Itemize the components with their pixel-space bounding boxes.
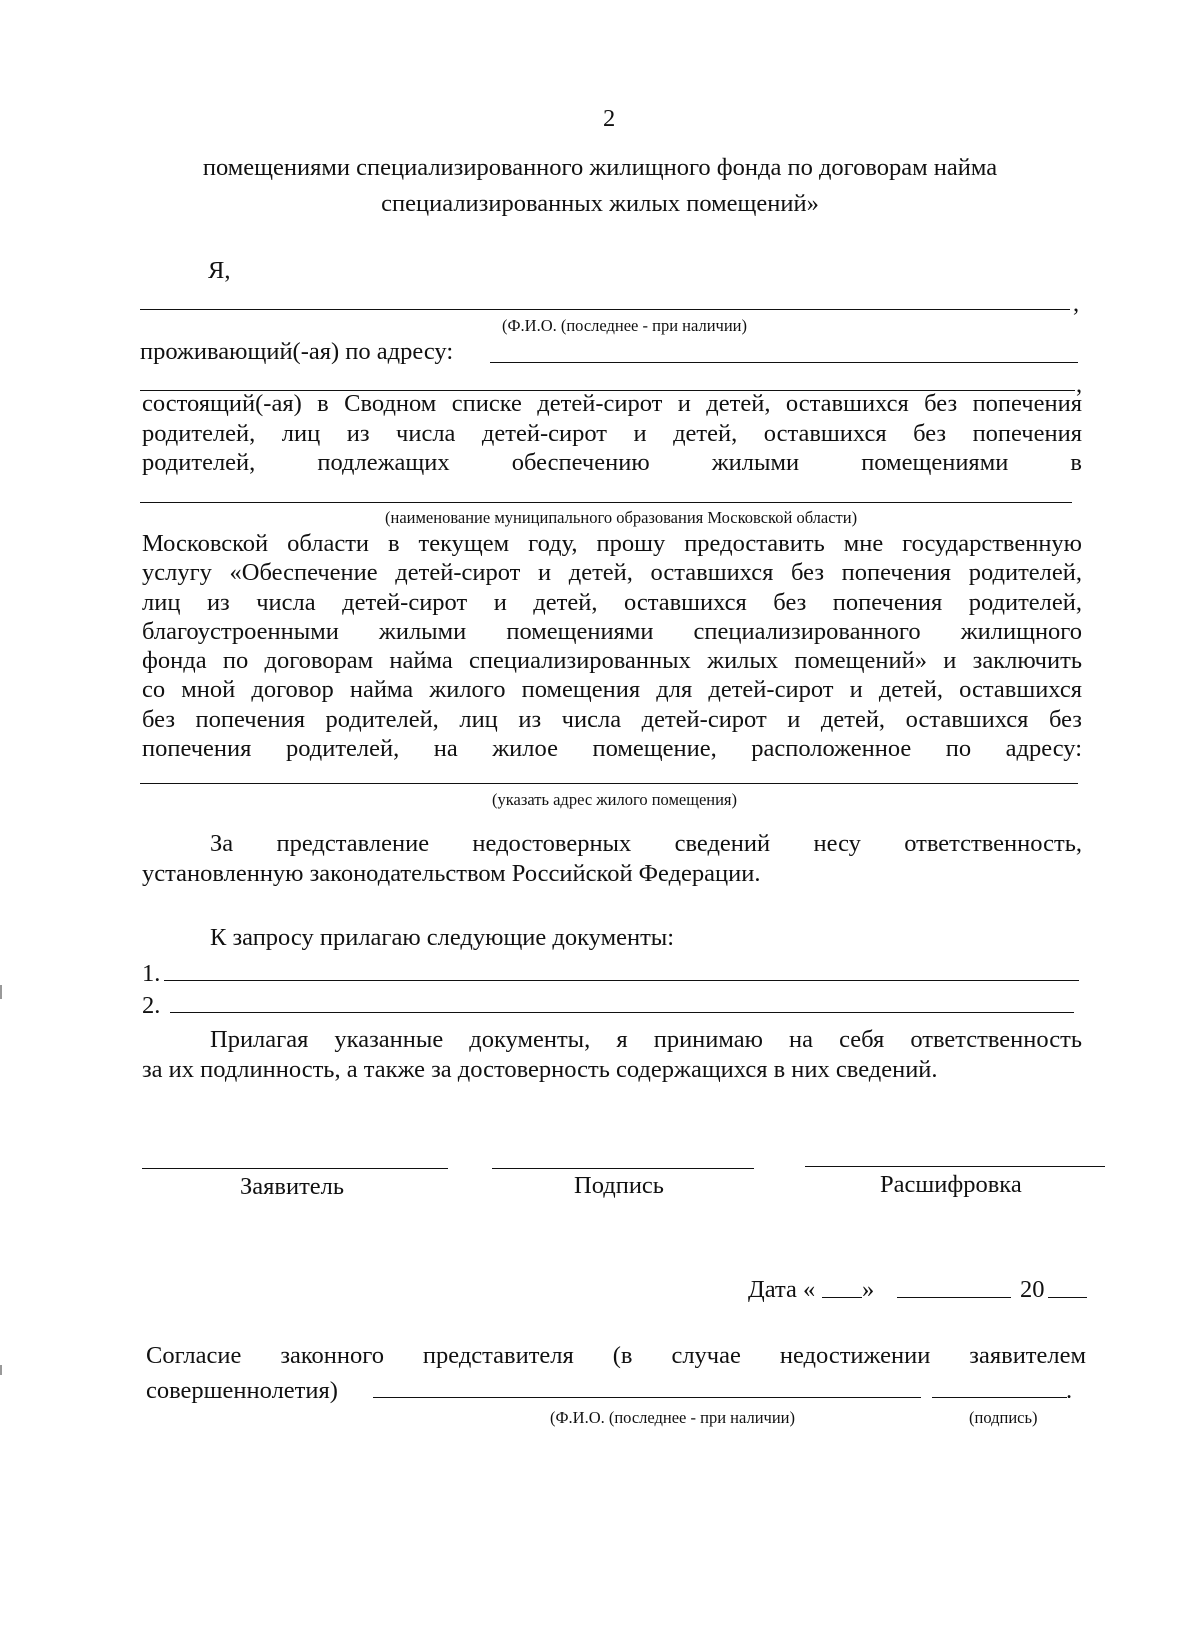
decoding-caption: Расшифровка [880, 1171, 1022, 1198]
fio-caption: (Ф.И.О. (последнее - при наличии) [502, 316, 747, 335]
liability-line-1: За представление недостоверных сведений несу ответственность, [210, 830, 1082, 857]
pronoun-ya: Я, [208, 257, 231, 284]
request-line-3: лиц из числа детей-сирот и детей, оставшихся без попечения родителей, [142, 589, 1082, 616]
liability-line-2: установленную законодательством Российской Федерации. [142, 860, 761, 887]
consent-fio-caption: (Ф.И.О. (последнее - при наличии) [550, 1408, 795, 1427]
consent-fio-field-line[interactable] [373, 1397, 921, 1398]
page-number: 2 [603, 105, 616, 132]
date-year-prefix: 20 [1020, 1276, 1045, 1303]
address-label: проживающий(-ая) по адресу: [140, 338, 454, 365]
applicant-caption: Заявитель [240, 1173, 345, 1200]
request-line-7: без попечения родителей, лиц из числа детей-сирот и детей, оставшихся без [142, 706, 1082, 733]
date-month-field[interactable] [897, 1297, 1011, 1298]
scan-edge-mark [0, 1365, 2, 1375]
request-line-8: попечения родителей, на жилое помещение, расположенное по адресу: [142, 735, 1082, 762]
heading-line-1: помещениями специализированного жилищного фонда по договорам найма [202, 154, 998, 181]
consent-label: совершеннолетия) [146, 1377, 338, 1404]
attachment-field-line-1[interactable] [164, 980, 1079, 981]
scan-edge-mark [0, 985, 2, 999]
dwelling-address-caption: (указать адрес жилого помещения) [492, 790, 738, 809]
authenticity-line-2: за их подлинность, а также за достоверность содержащихся в них сведений. [142, 1056, 938, 1083]
municipality-field-line[interactable] [140, 502, 1072, 503]
date-day-field[interactable] [822, 1297, 862, 1298]
list-paragraph-line-1: состоящий(-ая) в Сводном списке детей-сирот и детей, оставшихся без попечения [142, 390, 1082, 417]
signature-sign-line[interactable] [492, 1168, 754, 1169]
attachments-intro: К запросу прилагаю следующие документы: [210, 924, 675, 951]
request-line-5: фонда по договорам найма специализированных жилых помещений» и заключить [142, 647, 1082, 674]
list-paragraph-line-3: родителей, подлежащих обеспечению жилыми помещениями в [142, 449, 1082, 476]
request-line-6: со мной договор найма жилого помещения для детей-сирот и детей, оставшихся [142, 676, 1082, 703]
attachment-number-2: 2. [142, 992, 161, 1019]
date-close-quote: » [862, 1276, 875, 1303]
authenticity-line-1: Прилагая указанные документы, я принимаю на себя ответственность [210, 1026, 1082, 1053]
address-trailing-comma: , [1076, 371, 1083, 398]
municipality-caption: (наименование муниципального образования Московской области) [385, 508, 858, 527]
consent-sign-caption: (подпись) [969, 1408, 1038, 1427]
applicant-sign-line[interactable] [142, 1168, 448, 1169]
attachment-field-line-2[interactable] [170, 1012, 1074, 1013]
consent-end-mark: . [1066, 1377, 1073, 1404]
request-line-2: услугу «Обеспечение детей-сирот и детей, оставшихся без попечения родителей, [142, 559, 1082, 586]
date-label: Дата « [748, 1276, 816, 1303]
consent-line-1: Согласие законного представителя (в случае недостижении заявителем [146, 1342, 1086, 1369]
address-field-line-1[interactable] [490, 362, 1078, 363]
list-paragraph-line-2: родителей, лиц из числа детей-сирот и детей, оставшихся без попечения [142, 420, 1082, 447]
decoding-sign-line[interactable] [805, 1166, 1105, 1167]
fio-field-line[interactable] [140, 309, 1070, 310]
consent-sign-field-line[interactable] [932, 1397, 1067, 1398]
request-line-1: Московской области в текущем году, прошу предоставить мне государственную [142, 530, 1082, 557]
signature-caption: Подпись [574, 1172, 664, 1199]
date-year-field[interactable] [1048, 1297, 1087, 1298]
dwelling-address-field-line[interactable] [140, 783, 1078, 784]
heading-line-2: специализированных жилых помещений» [381, 190, 819, 217]
request-line-4: благоустроенными жилыми помещениями специализированного жилищного [142, 618, 1082, 645]
attachment-number-1: 1. [142, 960, 161, 987]
fio-trailing-comma: , [1073, 290, 1080, 317]
